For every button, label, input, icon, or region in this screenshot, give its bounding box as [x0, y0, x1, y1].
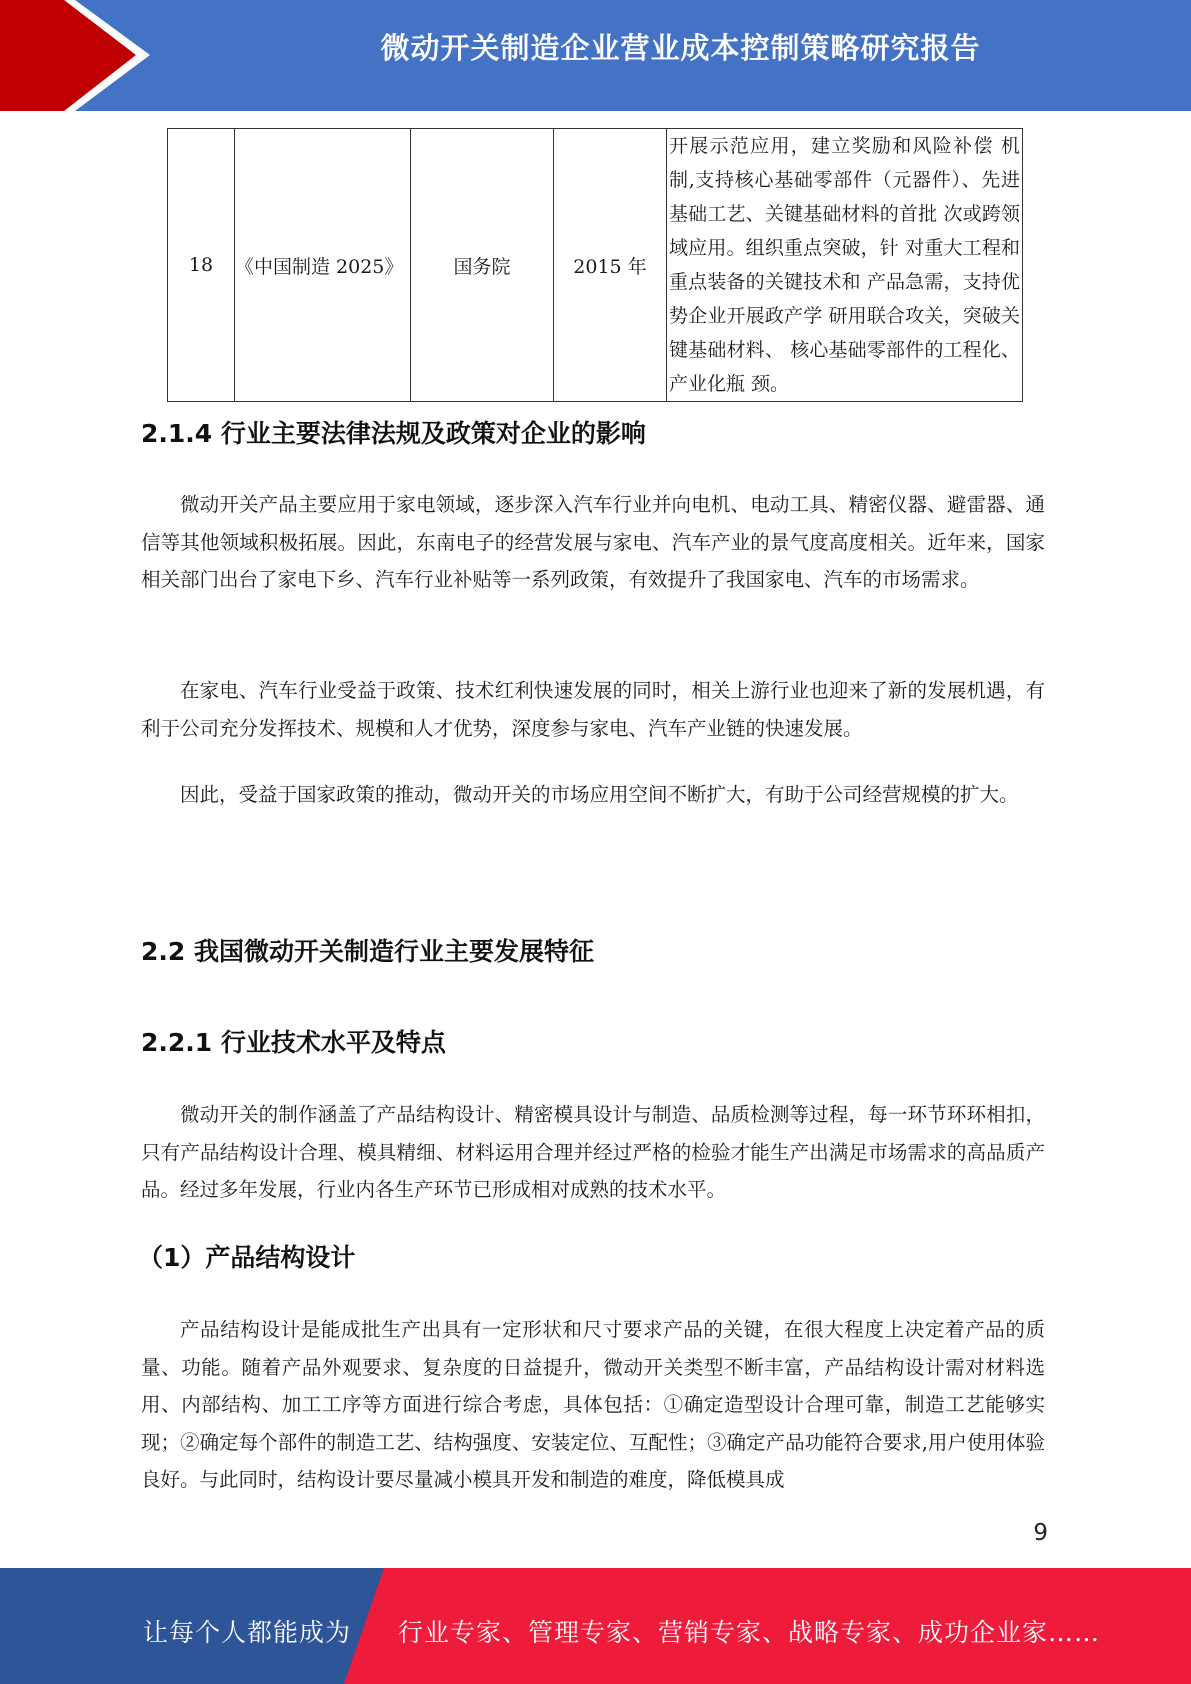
footer-slogan-left: 让每个人都能成为 [143, 1618, 352, 1647]
table-row [168, 129, 1023, 402]
policy-year: 2015 年 [554, 129, 667, 402]
page-header [0, 0, 1191, 111]
page-footer [0, 1568, 1191, 1684]
subsection-heading-product-design: （1）产品结构设计 [138, 1243, 356, 1272]
policy-name: 《中国制造 2025》 [235, 129, 411, 402]
paragraph: 因此，受益于国家政策的推动，微动开关的市场应用空间不断扩大，有助于公司经营规模的扩大。 [180, 783, 1019, 806]
header-title: 微动开关制造企业营业成本控制策略研究报告 [380, 31, 981, 65]
section-heading-2-2: 2.2 我国微动开关制造行业主要发展特征 [141, 937, 594, 966]
page-number: 9 [1033, 1520, 1048, 1546]
policy-issuer: 国务院 [411, 129, 554, 402]
paragraph: 微动开关产品主要应用于家电领域，逐步深入汽车行业并向电机、电动工具、精密仪器、避雷器、通信等其他领域积极拓展。因此，东南电子的经营发展与家电、汽车产业的景气度高度相关。近年来，国家相关部门出台了家电下乡、汽车行业补贴等一系列政策，有效提升了我国家电、汽车的市场需求。 [141, 493, 1045, 591]
paragraph: 微动开关的制作涵盖了产品结构设计、精密模具设计与制造、品质检测等过程，每一环节环环相扣，只有产品结构设计合理、模具精细、材料运用合理并经过严格的检验才能生产出满足市场需求的高品质产品。经过多年发展，行业内各生产环节已形成相对成熟的技术水平。 [141, 1103, 1045, 1201]
paragraph: 在家电、汽车行业受益于政策、技术红利快速发展的同时，相关上游行业也迎来了新的发展机遇，有利于公司充分发挥技术、规模和人才优势，深度参与家电、汽车产业链的快速发展。 [141, 679, 1045, 740]
section-heading-2-2-1: 2.2.1 行业技术水平及特点 [141, 1028, 446, 1057]
section-heading-2-1-4: 2.1.4 行业主要法律法规及政策对企业的影响 [141, 419, 646, 448]
footer-slogan-right: 行业专家、管理专家、营销专家、战略专家、成功企业家…… [398, 1618, 1101, 1647]
paragraph: 产品结构设计是能成批生产出具有一定形状和尺寸要求产品的关键，在很大程度上决定着产品的质量、功能。随着产品外观要求、复杂度的日益提升，微动开关类型不断丰富，产品结构设计需对材料选用、内部结构、加工工序等方面进行综合考虑，具体包括：①确定造型设计合理可靠，制造工艺能够实现；②确定每个部件的制造工艺、结构强度、安装定位、互配性；③确定产品功能符合要求,用户使用体验良好。与此同时，结构设计要尽量减小模具开发和制造的难度，降低模具成 [141, 1318, 1045, 1491]
policy-content: 开展示范应用，建立奖励和风险补偿 机制,支持核心基础零部件（元器件）、先进基础工艺、关键基础材料的首批 次或跨领域应用。组织重点突破，针 对重大工程和重点装备的关键技术和 产品急需，支持优势企业开展政产学 研用联合攻关，突破关键基础材料、 核心基础零部件的工程化、产业化瓶 颈。 [667, 129, 1023, 402]
row-number: 18 [168, 129, 235, 402]
policy-table [167, 128, 1023, 402]
